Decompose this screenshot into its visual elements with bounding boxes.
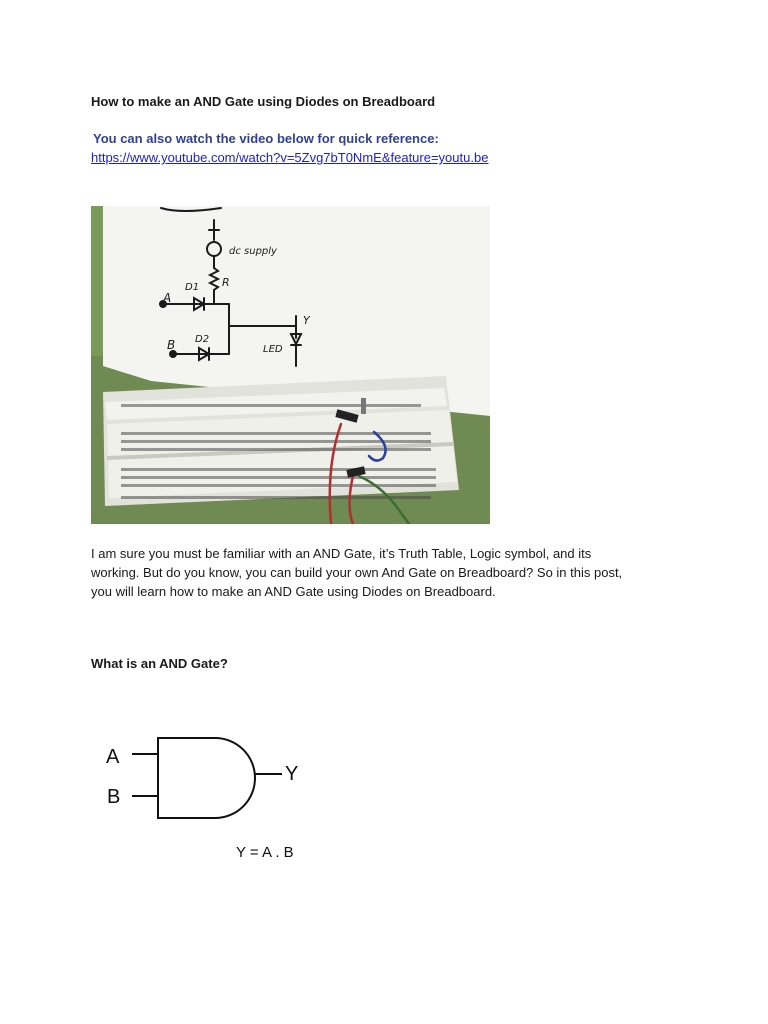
- document-title: How to make an AND Gate using Diodes on Breadboard: [91, 94, 436, 109]
- output-y-label: Y: [285, 763, 299, 785]
- input-b-label: B: [107, 786, 121, 808]
- sketch-supply-label: dc supply: [229, 246, 277, 257]
- sketch-b-label: B: [167, 338, 176, 352]
- sketch-resistor-label: R: [222, 276, 230, 289]
- intro-paragraph: [91, 544, 691, 601]
- breadboard-photo: [91, 206, 490, 524]
- sketch-d2-label: D2: [195, 334, 210, 345]
- and-gate-symbol: [158, 738, 255, 818]
- paragraph-line: working. But do you know, you can build your own And Gate on Breadboard? So in this post,: [91, 565, 623, 580]
- paragraph-line: you will learn how to make an AND Gate using Diodes on Breadboard.: [91, 584, 496, 599]
- sketch-led-label: LED: [263, 344, 283, 355]
- video-link[interactable]: https://www.youtube.com/watch?v=5Zvg7bT0NmE&feature=youtu.be: [91, 150, 489, 165]
- video-reference-note: You can also watch the video below for quick reference:: [93, 131, 439, 146]
- and-gate-diagram: [100, 730, 320, 870]
- sketch-a-label: A: [163, 291, 172, 305]
- input-a-label: A: [106, 746, 120, 768]
- paragraph-line: I am sure you must be familiar with an AND Gate, it’s Truth Table, Logic symbol, and its: [91, 546, 592, 561]
- gate-equation: Y = A . B: [236, 844, 294, 861]
- section-heading: What is an AND Gate?: [91, 656, 228, 671]
- sketch-d1-label: D1: [185, 282, 200, 293]
- sketch-y-label: Y: [303, 314, 310, 327]
